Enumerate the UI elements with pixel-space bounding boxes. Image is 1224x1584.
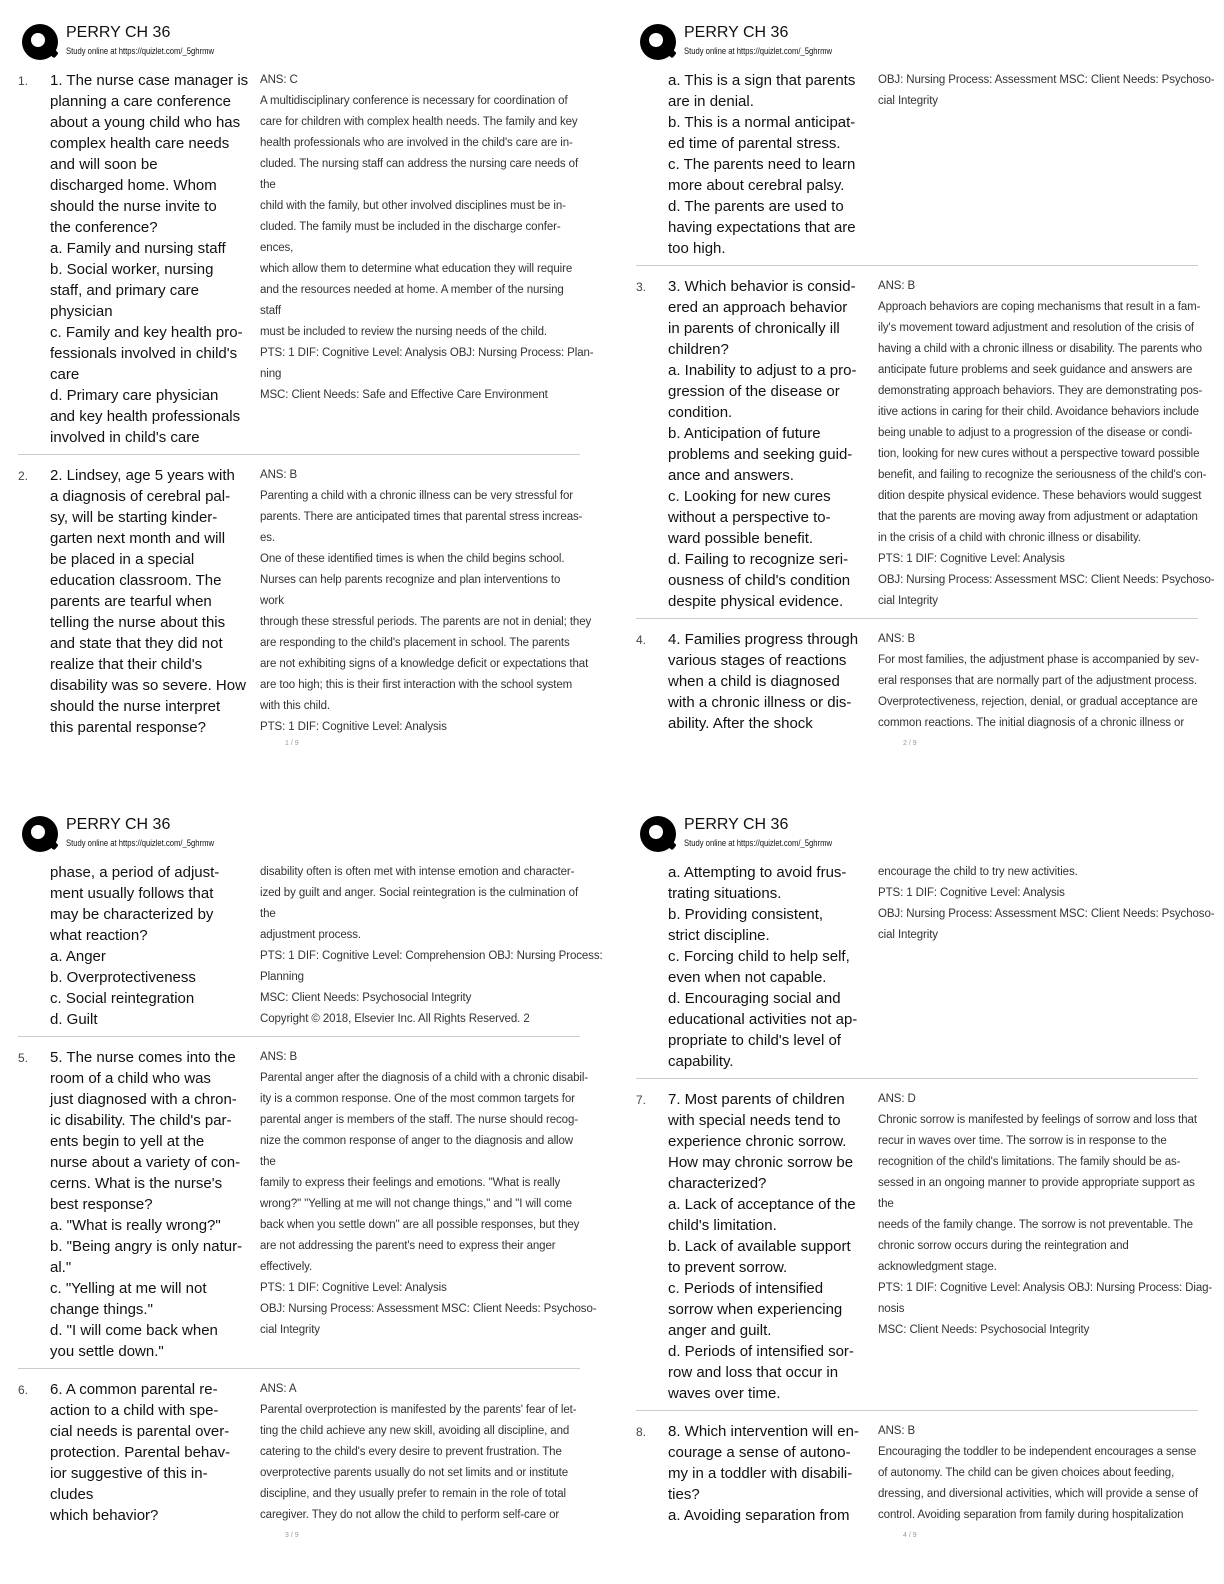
- term-line: row and loss that occur in: [668, 1364, 839, 1381]
- flashcard: [18, 1377, 580, 1532]
- term-line: physician: [50, 303, 113, 320]
- term-line: ed time of parental stress.: [668, 135, 841, 152]
- definition-line: the: [878, 1198, 894, 1210]
- definition-line: cial Integrity: [878, 929, 938, 941]
- card-term: [668, 70, 878, 259]
- definition-line: health professionals who are involved in the child's care are in-: [260, 137, 573, 149]
- definition-line: Approach behaviors are coping mechanisms that result in a fam-: [878, 301, 1201, 313]
- term-line: room of a child who was: [50, 1070, 211, 1087]
- term-line: complex health care needs: [50, 135, 230, 152]
- term-line: ousness of child's condition: [668, 572, 851, 589]
- term-line: a. Lack of acceptance of the: [668, 1196, 856, 1213]
- definition-line: catering to the child's every desire to prevent frustration. The: [260, 1446, 562, 1458]
- quizlet-logo-icon: [20, 814, 60, 854]
- card-term: [668, 862, 878, 1072]
- term-line: even when not capable.: [668, 969, 827, 986]
- definition-line: itive actions in caring for their child. Avoidance behaviors include: [878, 406, 1199, 418]
- definition-line: acknowledgment stage.: [878, 1261, 997, 1273]
- definition-line: care for children with complex health needs. The family and key: [260, 116, 578, 128]
- flashcard: [636, 1087, 1213, 1411]
- term-line: How may chronic sorrow be: [668, 1154, 854, 1171]
- term-line: a. Family and nursing staff: [50, 240, 226, 257]
- definition-line: parental anger is members of the staff. The nurse should recog-: [260, 1114, 579, 1126]
- definition-line: cial Integrity: [260, 1324, 320, 1336]
- definition-line: PTS: 1 DIF: Cognitive Level: Analysis OBJ: Nursing Process: Plan-: [260, 347, 594, 359]
- definition-line: ily's movement toward adjustment and resolution of the crisis of: [878, 322, 1195, 334]
- term-line: a. Avoiding separation from: [668, 1507, 850, 1524]
- term-line: care: [50, 366, 80, 383]
- term-line: b. Social worker, nursing: [50, 261, 214, 278]
- term-line: what reaction?: [50, 927, 148, 944]
- term-line: d. Failing to recognize seri-: [668, 551, 849, 568]
- term-line: a. This is a sign that parents: [668, 72, 856, 89]
- definition-line: benefit, and failing to recognize the seriousness of the child's con-: [878, 469, 1207, 481]
- term-line: ents begin to yell at the: [50, 1133, 205, 1150]
- definition-line: are responding to the child's placement in school. The parents: [260, 637, 570, 649]
- term-line: planning a care conference: [50, 93, 231, 110]
- term-line: are in denial.: [668, 93, 754, 110]
- term-line: realize that their child's: [50, 656, 203, 673]
- card-definition: [878, 70, 1214, 259]
- term-line: 6. A common parental re-: [50, 1381, 218, 1398]
- page-number: 4 / 9: [903, 1532, 917, 1539]
- card-number: 6.: [18, 1383, 29, 1397]
- term-line: phase, a period of adjust-: [50, 864, 220, 881]
- definition-line: MSC: Client Needs: Psychosocial Integrity: [878, 1324, 1090, 1336]
- quizlet-logo-icon: [638, 22, 678, 62]
- term-line: b. This is a normal anticipat-: [668, 114, 856, 131]
- card-definition: [878, 1421, 1198, 1526]
- definition-line: recognition of the child's limitations. The family should be as-: [878, 1156, 1181, 1168]
- term-line: which behavior?: [50, 1507, 159, 1524]
- definition-line: cluded. The family must be included in the discharge confer-: [260, 221, 561, 233]
- definition-line: PTS: 1 DIF: Cognitive Level: Analysis: [878, 887, 1065, 899]
- definition-line: tion, looking for new cures without a perspective toward possible: [878, 448, 1200, 460]
- term-line: c. Family and key health pro-: [50, 324, 243, 341]
- definition-line: sessed in an ongoing manner to provide appropriate support as: [878, 1177, 1195, 1189]
- definition-line: the: [260, 1156, 276, 1168]
- term-line: a. Inability to adjust to a pro-: [668, 362, 857, 379]
- term-line: 3. Which behavior is consid-: [668, 278, 856, 295]
- term-line: education classroom. The: [50, 572, 222, 589]
- term-line: to prevent sorrow.: [668, 1259, 788, 1276]
- definition-line: parents. There are anticipated times that parental stress increas-: [260, 511, 583, 523]
- definition-line: and the resources needed at home. A member of the nursing: [260, 284, 564, 296]
- definition-line: must be included to review the nursing needs of the child.: [260, 326, 547, 338]
- card-definition: [260, 465, 591, 738]
- card-number: 8.: [636, 1425, 647, 1439]
- definition-line: ANS: B: [878, 633, 916, 645]
- term-line: 2. Lindsey, age 5 years with: [50, 467, 235, 484]
- definition-line: with this child.: [260, 700, 330, 712]
- flashcard: [18, 1045, 597, 1369]
- definition-line: OBJ: Nursing Process: Assessment MSC: Client Needs: Psychoso-: [260, 1303, 597, 1315]
- definition-line: caregiver. They do not allow the child to perform self-care or: [260, 1509, 560, 1521]
- term-line: just diagnosed with a chron-: [50, 1091, 237, 1108]
- page-3: [0, 792, 603, 1552]
- term-line: ward possible benefit.: [668, 530, 814, 547]
- definition-line: common reactions. The initial diagnosis of a chronic illness or: [878, 717, 1185, 729]
- definition-line: ANS: C: [260, 74, 298, 86]
- term-line: b. Overprotectiveness: [50, 969, 196, 986]
- flashcard: [636, 274, 1215, 619]
- definition-line: One of these identified times is when the child begins school.: [260, 553, 565, 565]
- definition-line: family to express their feelings and emotions. "What is really: [260, 1177, 561, 1189]
- term-line: al.": [50, 1259, 72, 1276]
- definition-line: are not exhibiting signs of a knowledge deficit or expectations that: [260, 658, 589, 670]
- flashcard: [636, 1419, 1198, 1532]
- card-term: [668, 276, 878, 612]
- definition-line: ity is a common response. One of the most common targets for: [260, 1093, 575, 1105]
- term-line: ic disability. The child's par-: [50, 1112, 232, 1129]
- definition-line: that the parents are moving away from adjustment or adaptation: [878, 511, 1198, 523]
- definition-line: overprotective parents usually do not set limits and or institute: [260, 1467, 568, 1479]
- definition-line: nosis: [878, 1303, 905, 1315]
- term-line: d. "I will come back when: [50, 1322, 218, 1339]
- term-line: despite physical evidence.: [668, 593, 844, 610]
- card-number: 2.: [18, 469, 29, 483]
- definition-line: through these stressful periods. The parents are not in denial; they: [260, 616, 592, 628]
- card-number: 3.: [636, 280, 647, 294]
- term-line: propriate to child's level of: [668, 1032, 841, 1049]
- definition-line: effectively.: [260, 1261, 313, 1273]
- term-line: discharged home. Whom: [50, 177, 217, 194]
- term-line: a diagnosis of cerebral pal-: [50, 488, 231, 505]
- term-line: d. Periods of intensified sor-: [668, 1343, 854, 1360]
- flashcard: [636, 627, 1198, 740]
- definition-line: ANS: B: [260, 469, 298, 481]
- term-line: capability.: [668, 1053, 734, 1070]
- definition-line: OBJ: Nursing Process: Assessment MSC: Client Needs: Psychoso-: [878, 74, 1215, 86]
- term-line: gression of the disease or: [668, 383, 840, 400]
- term-line: c. The parents need to learn: [668, 156, 856, 173]
- term-line: telling the nurse about this: [50, 614, 226, 631]
- card-number: 7.: [636, 1093, 647, 1107]
- term-line: d. Encouraging social and: [668, 990, 841, 1007]
- definition-line: ANS: B: [260, 1051, 298, 1063]
- card-term: [668, 629, 878, 734]
- term-line: should the nurse interpret: [50, 698, 221, 715]
- card-definition: [260, 1047, 596, 1362]
- card-definition: [260, 862, 603, 1030]
- definition-line: Parenting a child with a chronic illness can be very stressful for: [260, 490, 573, 502]
- term-line: protection. Parental behav-: [50, 1444, 231, 1461]
- page-number: 2 / 9: [903, 740, 917, 747]
- definition-line: MSC: Client Needs: Safe and Effective Care Environment: [260, 389, 548, 401]
- definition-line: dition despite physical evidence. These behaviors would suggest: [878, 490, 1202, 502]
- definition-line: eral responses that are normally part of the adjustment process.: [878, 675, 1197, 687]
- term-line: educational activities not ap-: [668, 1011, 858, 1028]
- definition-line: the: [260, 179, 276, 191]
- term-line: without a perspective to-: [668, 509, 831, 526]
- definition-line: disability often is often met with intense emotion and character-: [260, 866, 575, 878]
- definition-line: recur in waves over time. The sorrow is in response to the: [878, 1135, 1167, 1147]
- set-title[interactable]: PERRY CH 36: [66, 24, 171, 41]
- card-term: [50, 70, 260, 448]
- card-definition: [878, 629, 1199, 734]
- set-title[interactable]: PERRY CH 36: [66, 816, 171, 833]
- page-number: 3 / 9: [285, 1532, 299, 1539]
- card-term: [668, 1421, 878, 1526]
- term-line: with special needs tend to: [668, 1112, 841, 1129]
- term-line: a. Attempting to avoid frus-: [668, 864, 847, 881]
- definition-line: For most families, the adjustment phase is accompanied by sev-: [878, 654, 1200, 666]
- term-line: staff, and primary care: [50, 282, 199, 299]
- definition-line: adjustment process.: [260, 929, 362, 941]
- card-number: 4.: [636, 633, 647, 647]
- term-line: problems and seeking guid-: [668, 446, 853, 463]
- definition-line: having a child with a chronic illness or disability. The parents who: [878, 343, 1202, 355]
- term-line: when a child is diagnosed: [668, 673, 840, 690]
- definition-line: discipline, and they usually prefer to remain in the role of total: [260, 1488, 566, 1500]
- term-line: characterized?: [668, 1175, 767, 1192]
- definition-line: ning: [260, 368, 282, 380]
- term-line: 8. Which intervention will en-: [668, 1423, 859, 1440]
- term-line: ance and answers.: [668, 467, 794, 484]
- definition-line: needs of the family change. The sorrow is not preventable. The: [878, 1219, 1193, 1231]
- definition-line: Parental anger after the diagnosis of a child with a chronic disabil-: [260, 1072, 589, 1084]
- definition-line: MSC: Client Needs: Psychosocial Integrity: [260, 992, 472, 1004]
- term-line: 4. Families progress through: [668, 631, 859, 648]
- definition-line: A multidisciplinary conference is necessary for coordination of: [260, 95, 568, 107]
- set-title[interactable]: PERRY CH 36: [684, 24, 789, 41]
- term-line: a. "What is really wrong?": [50, 1217, 221, 1234]
- page-2: [618, 0, 1218, 760]
- term-line: may be characterized by: [50, 906, 214, 923]
- term-line: waves over time.: [668, 1385, 781, 1402]
- term-line: 1. The nurse case manager is: [50, 72, 249, 89]
- definition-line: cial Integrity: [878, 595, 938, 607]
- card-list: [18, 860, 603, 1540]
- definition-line: in the crisis of a child with chronic illness or disability.: [878, 532, 1141, 544]
- definition-line: Chronic sorrow is manifested by feelings of sorrow and loss that: [878, 1114, 1197, 1126]
- set-url[interactable]: Study online at https://quizlet.com/_5ghrmw: [684, 838, 832, 848]
- term-line: and state that they did not: [50, 635, 223, 652]
- term-line: a. Anger: [50, 948, 106, 965]
- definition-line: ANS: B: [878, 280, 916, 292]
- term-line: cludes: [50, 1486, 94, 1503]
- definition-line: Overprotectiveness, rejection, denial, or gradual acceptance are: [878, 696, 1198, 708]
- term-line: too high.: [668, 240, 726, 257]
- card-number: [636, 70, 668, 259]
- term-line: ered an approach behavior: [668, 299, 848, 316]
- definition-line: Copyright © 2018, Elsevier Inc. All Rights Reserved. 2: [260, 1013, 530, 1025]
- definition-line: ANS: D: [878, 1093, 916, 1105]
- page-4: [618, 792, 1218, 1552]
- term-line: d. The parents are used to: [668, 198, 844, 215]
- definition-line: chronic sorrow occurs during the reintegration and: [878, 1240, 1129, 1252]
- definition-line: PTS: 1 DIF: Cognitive Level: Analysis: [260, 721, 447, 733]
- term-line: ior suggestive of this in-: [50, 1465, 208, 1482]
- term-line: having expectations that are: [668, 219, 856, 236]
- definition-line: ized by guilt and anger. Social reintegration is the culmination of: [260, 887, 579, 899]
- term-line: c. "Yelling at me will not: [50, 1280, 207, 1297]
- card-term: [50, 465, 260, 738]
- term-line: b. Lack of available support: [668, 1238, 851, 1255]
- term-line: 7. Most parents of children: [668, 1091, 845, 1108]
- definition-line: cial Integrity: [878, 95, 938, 107]
- term-line: condition.: [668, 404, 733, 421]
- definition-line: demonstrating approach behaviors. They are demonstrating pos-: [878, 385, 1203, 397]
- definition-line: the: [260, 908, 276, 920]
- term-line: anger and guilt.: [668, 1322, 772, 1339]
- definition-line: encourage the child to try new activities.: [878, 866, 1078, 878]
- page-number: 1 / 9: [285, 740, 299, 747]
- term-line: about a young child who has: [50, 114, 241, 131]
- card-number: [636, 862, 668, 1072]
- card-definition: [878, 862, 1214, 1072]
- card-term: [50, 1379, 260, 1526]
- term-line: b. Anticipation of future: [668, 425, 821, 442]
- definition-line: back when you settle down" are all possible responses, but they: [260, 1219, 580, 1231]
- card-number: [18, 862, 50, 1030]
- set-url[interactable]: Study online at https://quizlet.com/_5ghrmw: [66, 838, 214, 848]
- term-line: you settle down.": [50, 1343, 164, 1360]
- card-definition: [878, 1089, 1212, 1404]
- term-line: nurse about a variety of con-: [50, 1154, 241, 1171]
- definition-line: es.: [260, 532, 276, 544]
- definition-line: OBJ: Nursing Process: Assessment MSC: Client Needs: Psychoso-: [878, 574, 1215, 586]
- definition-line: anticipate future problems and seek guidance and answers are: [878, 364, 1193, 376]
- definition-line: being unable to adjust to a progression of the disease or condi-: [878, 427, 1193, 439]
- term-line: parents are tearful when: [50, 593, 212, 610]
- term-line: involved in child's care: [50, 429, 200, 446]
- term-line: c. Looking for new cures: [668, 488, 831, 505]
- card-list: [636, 860, 1215, 1540]
- flashcard: [18, 68, 594, 455]
- definition-line: Nurses can help parents recognize and plan interventions to: [260, 574, 561, 586]
- term-line: c. Social reintegration: [50, 990, 195, 1007]
- flashcard: [636, 860, 1215, 1079]
- definition-line: PTS: 1 DIF: Cognitive Level: Analysis OBJ: Nursing Process: Diag-: [878, 1282, 1213, 1294]
- page-1: [0, 0, 600, 760]
- set-url[interactable]: Study online at https://quizlet.com/_5ghrmw: [684, 46, 832, 56]
- flashcard: [18, 463, 592, 744]
- definition-line: Encouraging the toddler to be independent encourages a sense: [878, 1446, 1197, 1458]
- term-line: ties?: [668, 1486, 700, 1503]
- card-definition: [260, 1379, 580, 1526]
- term-line: change things.": [50, 1301, 153, 1318]
- definition-line: are not addressing the parent's need to express their anger: [260, 1240, 556, 1252]
- definition-line: are too high; this is their first interaction with the school system: [260, 679, 573, 691]
- term-line: cial needs is parental over-: [50, 1423, 230, 1440]
- definition-line: Planning: [260, 971, 304, 983]
- definition-line: ANS: A: [260, 1383, 297, 1395]
- term-line: b. Providing consistent,: [668, 906, 824, 923]
- term-line: action to a child with spe-: [50, 1402, 219, 1419]
- card-number: 1.: [18, 74, 29, 88]
- quizlet-logo-icon: [20, 22, 60, 62]
- card-list: [18, 68, 594, 752]
- definition-line: dressing, and diversional activities, which will provide a sense of: [878, 1488, 1198, 1500]
- definition-line: Parental overprotection is manifested by the parents' fear of let-: [260, 1404, 577, 1416]
- definition-line: OBJ: Nursing Process: Assessment MSC: Client Needs: Psychoso-: [878, 908, 1215, 920]
- term-line: courage a sense of autono-: [668, 1444, 851, 1461]
- term-line: trating situations.: [668, 885, 782, 902]
- flashcard: [636, 68, 1215, 266]
- term-line: best response?: [50, 1196, 153, 1213]
- card-term: [668, 1089, 878, 1404]
- card-term: [50, 1047, 260, 1362]
- term-line: and will soon be: [50, 156, 158, 173]
- card-definition: [260, 70, 594, 448]
- definition-line: control. Avoiding separation from family during hospitalization: [878, 1509, 1184, 1521]
- term-line: and key health professionals: [50, 408, 241, 425]
- definition-line: PTS: 1 DIF: Cognitive Level: Comprehension OBJ: Nursing Process:: [260, 950, 603, 962]
- card-number: 5.: [18, 1051, 29, 1065]
- term-line: d. Primary care physician: [50, 387, 219, 404]
- term-line: ment usually follows that: [50, 885, 214, 902]
- term-line: sorrow when experiencing: [668, 1301, 843, 1318]
- term-line: cerns. What is the nurse's: [50, 1175, 223, 1192]
- term-line: 5. The nurse comes into the: [50, 1049, 236, 1066]
- term-line: child's limitation.: [668, 1217, 777, 1234]
- definition-line: ting the child achieve any new skill, avoiding all discipline, and: [260, 1425, 570, 1437]
- term-line: d. Guilt: [50, 1011, 98, 1028]
- term-line: strict discipline.: [668, 927, 770, 944]
- term-line: more about cerebral palsy.: [668, 177, 845, 194]
- definition-line: cluded. The nursing staff can address the nursing care needs of: [260, 158, 579, 170]
- definition-line: nize the common response of anger to the diagnosis and allow: [260, 1135, 574, 1147]
- term-line: sy, will be starting kinder-: [50, 509, 218, 526]
- definition-line: PTS: 1 DIF: Cognitive Level: Analysis: [260, 1282, 447, 1294]
- term-line: my in a toddler with disabili-: [668, 1465, 853, 1482]
- definition-line: work: [260, 595, 284, 607]
- set-title[interactable]: PERRY CH 36: [684, 816, 789, 833]
- term-line: this parental response?: [50, 719, 206, 736]
- term-line: with a chronic illness or dis-: [668, 694, 852, 711]
- term-line: b. "Being angry is only natur-: [50, 1238, 243, 1255]
- term-line: garten next month and will: [50, 530, 226, 547]
- set-url[interactable]: Study online at https://quizlet.com/_5ghrmw: [66, 46, 214, 56]
- term-line: children?: [668, 341, 729, 358]
- term-line: c. Periods of intensified: [668, 1280, 824, 1297]
- term-line: in parents of chronically ill: [668, 320, 840, 337]
- definition-line: of autonomy. The child can be given choices about feeding,: [878, 1467, 1175, 1479]
- term-line: the conference?: [50, 219, 158, 236]
- card-list: [636, 68, 1215, 748]
- definition-line: child with the family, but other involved disciplines must be in-: [260, 200, 566, 212]
- term-line: various stages of reactions: [668, 652, 847, 669]
- quizlet-logo-icon: [638, 814, 678, 854]
- definition-line: which allow them to determine what education they will require: [260, 263, 573, 275]
- term-line: ability. After the shock: [668, 715, 813, 732]
- term-line: be placed in a special: [50, 551, 195, 568]
- card-definition: [878, 276, 1214, 612]
- term-line: fessionals involved in child's: [50, 345, 238, 362]
- card-term: [50, 862, 260, 1030]
- term-line: c. Forcing child to help self,: [668, 948, 850, 965]
- definition-line: staff: [260, 305, 282, 317]
- definition-line: ences,: [260, 242, 294, 254]
- term-line: experience chronic sorrow.: [668, 1133, 847, 1150]
- definition-line: wrong?" "Yelling at me will not change things," and "I will come: [260, 1198, 572, 1210]
- flashcard: [18, 860, 603, 1037]
- definition-line: PTS: 1 DIF: Cognitive Level: Analysis: [878, 553, 1065, 565]
- term-line: disability was so severe. How: [50, 677, 246, 694]
- definition-line: ANS: B: [878, 1425, 916, 1437]
- term-line: should the nurse invite to: [50, 198, 217, 215]
